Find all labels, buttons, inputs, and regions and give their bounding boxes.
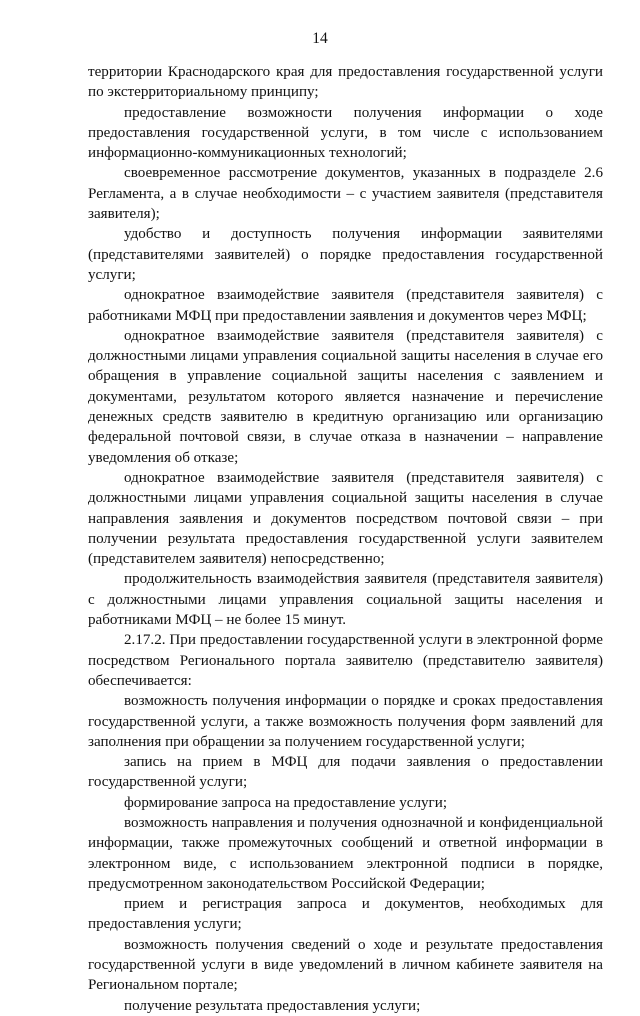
paragraph-request-forming: формирование запроса на предоставление услуги; — [124, 794, 448, 811]
paragraph-timely-review: своевременное рассмотрение документов, указанных в подразделе 2.6 Регламента, а в случае необходимости – с участием заявителя (представителя заявителя); — [88, 165, 603, 223]
paragraph-info-progress: предоставление возможности получения информации о ходе предоставления государственной услуги, в том числе с использованием информационно-коммуникационных технологий; — [88, 104, 603, 162]
paragraph-duration: продолжительность взаимодействия заявителя (представителя заявителя) с должностными лицами управления социальной защиты населения и работниками МФЦ – не более 15 минут. — [88, 571, 603, 629]
section-2-17-2: 2.17.2. При предоставлении государственной услуги в электронной форме посредством Регионального портала заявителю (представителю заявителя) обеспечивается: — [88, 632, 603, 689]
paragraph-social-protection-interaction: однократное взаимодействие заявителя (представителя заявителя) с должностными лицами управления социальной защиты населения в случае его обращения в управление социальной защиты населения с заявлением и документами, результатом которого является назначение и перечисление денежных средств заявителю в кредитную организацию или организацию федеральной почтовой связи, в случае отказа в назначении – направление уведомления об отказе; — [88, 327, 603, 466]
paragraph-request-registration: прием и регистрация запроса и документов, необходимых для предоставления услуги; — [88, 896, 603, 933]
paragraph-territory: территории Краснодарского края для предоставления государственной услуги по экстерриториальному принципу; — [88, 64, 603, 101]
paragraph-mfc-interaction: однократное взаимодействие заявителя (представителя заявителя) с работниками МФЦ при предоставлении заявления и документов через МФЦ; — [88, 287, 603, 324]
paragraph-postal-interaction: однократное взаимодействие заявителя (представителя заявителя) с должностными лицами управления социальной защиты населения в случае направления заявления и документов посредством почтовой связи – при получении результата предоставления государственной услуги заявителем (представителем заявителя) непосредственно; — [88, 469, 603, 568]
paragraph-accessibility: удобство и доступность получения информации заявителями (представителями заявителей) о порядке предоставления государственной услуги; — [88, 226, 603, 283]
paragraph-info-forms: возможность получения информации о порядке и сроках предоставления государственной услуги, а также возможность получения форм заявлений для заполнения при обращении за получением государственной услуги; — [88, 693, 603, 750]
document-body — [88, 62, 603, 1016]
page-number: 14 — [312, 30, 328, 47]
paragraph-result-receipt: получение результата предоставления услуги; — [124, 997, 421, 1014]
paragraph-electronic-exchange: возможность направления и получения однозначной и конфиденциальной информации, также промежуточных сообщений и ответной информации в электронном виде, с использованием электронной подписи в порядке, предусмотренном законодательством Российской Федерации; — [88, 814, 603, 892]
paragraph-appointment: запись на прием в МФЦ для подачи заявления о предоставлении государственной услуги; — [88, 754, 603, 791]
paragraph-status-notifications: возможность получения сведений о ходе и результате предоставления государственной услуги в виде уведомлений в личном кабинете заявителя на Региональном портале; — [88, 936, 603, 994]
